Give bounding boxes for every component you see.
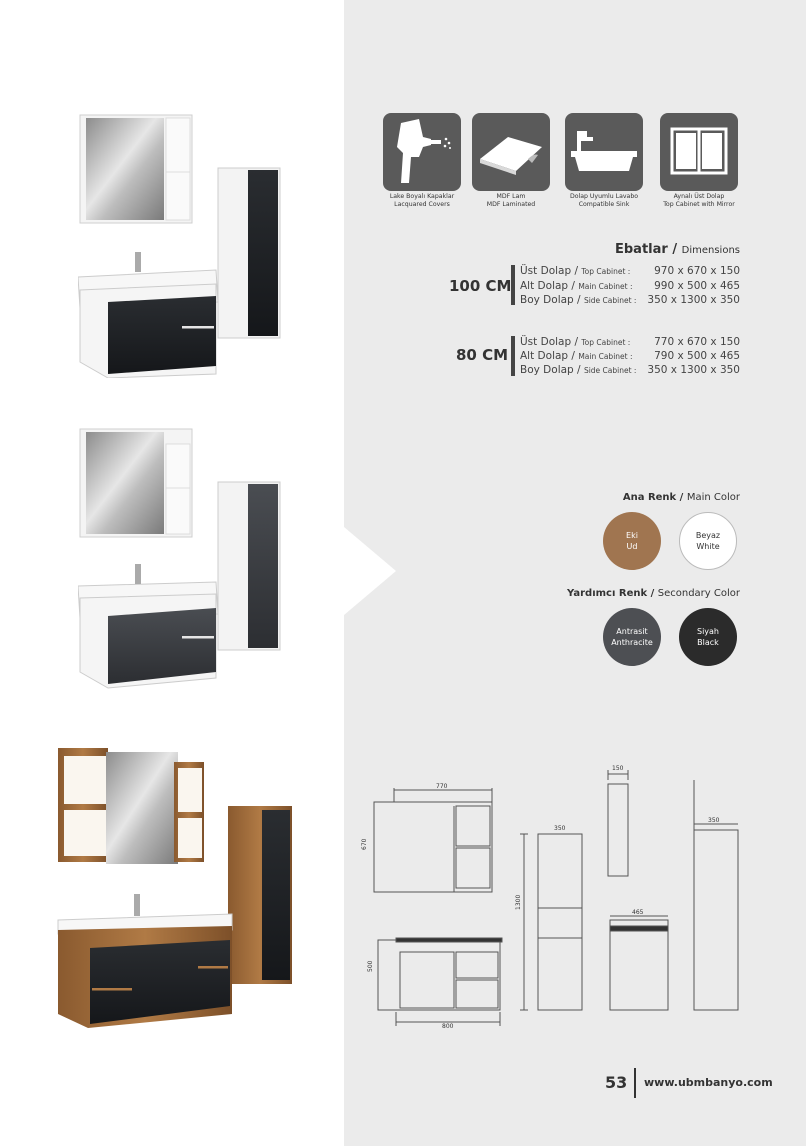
label-main-height: 500 (367, 960, 374, 972)
dim-label-tr: Alt Dolap / (520, 280, 575, 292)
secondary-color-title-tr: Yardımcı Renk / (567, 588, 655, 599)
dim-label-en: Side Cabinet : (583, 296, 637, 305)
dimensions-title-tr: Ebatlar / (615, 242, 678, 257)
swatch-name-en: Black (697, 638, 719, 647)
dim-value: 990 x 500 x 465 (654, 280, 740, 292)
product-photo-white-black (78, 112, 284, 378)
dim-row-80-main (520, 350, 740, 362)
feature-sink-tr: Dolap Uyumlu Lavabo (569, 193, 639, 200)
feature-mirror-en: Top Cabinet with Mirror (663, 201, 735, 208)
dim-value: 790 x 500 x 465 (654, 350, 740, 362)
spray-gun-icon (383, 113, 461, 191)
drawing-main-cabinet (378, 940, 500, 1010)
label-top-height: 670 (361, 838, 368, 850)
product-photo-wood-black (56, 744, 296, 1032)
size-bar-80 (511, 336, 515, 376)
dim-label-tr: Üst Dolap / (520, 265, 579, 277)
dim-label-en: Top Cabinet : (581, 267, 631, 276)
laminate-sheet-icon (472, 113, 550, 191)
sink-icon (565, 113, 643, 191)
dimensions-title-en: Dimensions (681, 245, 740, 256)
label-side-width: 350 (554, 825, 566, 832)
swatch-name-tr: Siyah (696, 627, 719, 636)
swatch-white (679, 512, 737, 570)
dim-label-en: Main Cabinet : (578, 282, 633, 291)
size-bar-100 (511, 265, 515, 305)
feature-lacquered-tr: Lake Boyalı Kapaklar (389, 193, 455, 200)
dim-row-80-top (520, 336, 740, 348)
label-top-depth: 150 (612, 765, 624, 772)
swatch-eki-ud (603, 512, 661, 570)
feature-mdf-tr: MDF Lam (496, 193, 526, 200)
dim-value: 350 x 1300 x 350 (647, 294, 740, 306)
dim-value: 770 x 670 x 150 (654, 336, 740, 348)
feature-mirror-tr: Aynalı Üst Dolap (673, 193, 725, 200)
swatch-name-en: Ud (626, 542, 638, 551)
dim-value: 350 x 1300 x 350 (647, 364, 740, 376)
feature-sink-en: Compatible Sink (578, 201, 630, 208)
feature-sink (565, 113, 643, 209)
feature-mdf-en: MDF Laminated (486, 201, 536, 208)
feature-lacquered-en: Lacquared Covers (394, 201, 450, 208)
feature-lacquered (383, 113, 461, 209)
dimensions-title (560, 242, 740, 257)
swatch-name-tr: Antrasit (616, 627, 648, 636)
size-label-80: 80 CM (456, 346, 509, 364)
dim-value: 970 x 670 x 150 (654, 265, 740, 277)
product-photo-white-anthracite (78, 426, 284, 692)
dim-row-100-top (520, 265, 740, 277)
dim-label-tr: Üst Dolap / (520, 336, 579, 348)
main-color-title (480, 492, 740, 503)
website-link[interactable]: www.ubmbanyo.com (644, 1076, 773, 1089)
dim-label-tr: Boy Dolap / (520, 294, 581, 306)
label-top-width: 770 (436, 783, 448, 790)
label-side-height: 1300 (515, 894, 522, 910)
label-main-depth: 465 (632, 909, 644, 916)
main-color-title-tr: Ana Renk / (622, 492, 684, 503)
technical-drawings (344, 760, 806, 1030)
feature-mirror (660, 113, 738, 209)
label-main-width: 800 (442, 1023, 454, 1030)
swatch-black (679, 608, 737, 666)
dim-row-100-main (520, 280, 740, 292)
secondary-color-title (480, 588, 740, 599)
page-number: 53 (605, 1073, 628, 1092)
footer-divider (634, 1068, 636, 1098)
dim-label-en: Top Cabinet : (581, 338, 631, 347)
swatch-name-tr: Eki (626, 531, 638, 540)
swatch-anthracite (603, 608, 661, 666)
swatch-name-en: White (696, 542, 720, 551)
swatch-name-en: Anthracite (611, 638, 653, 647)
dim-row-80-side (520, 364, 740, 376)
swatch-name-tr: Beyaz (695, 531, 721, 540)
label-side-depth: 350 (708, 817, 720, 824)
mirror-cabinet-icon (660, 113, 738, 191)
panel-notch (344, 527, 396, 615)
feature-mdf (472, 113, 550, 209)
dim-row-100-side (520, 294, 740, 306)
dim-label-tr: Boy Dolap / (520, 364, 581, 376)
secondary-color-title-en: Secondary Color (657, 588, 740, 599)
size-label-100: 100 CM (449, 277, 512, 295)
dim-label-en: Main Cabinet : (578, 352, 633, 361)
drawing-top-cabinet (374, 802, 492, 892)
drawing-side-cabinet (538, 834, 582, 1010)
dim-label-tr: Alt Dolap / (520, 350, 575, 362)
main-color-title-en: Main Color (686, 492, 740, 503)
dim-label-en: Side Cabinet : (583, 366, 637, 375)
